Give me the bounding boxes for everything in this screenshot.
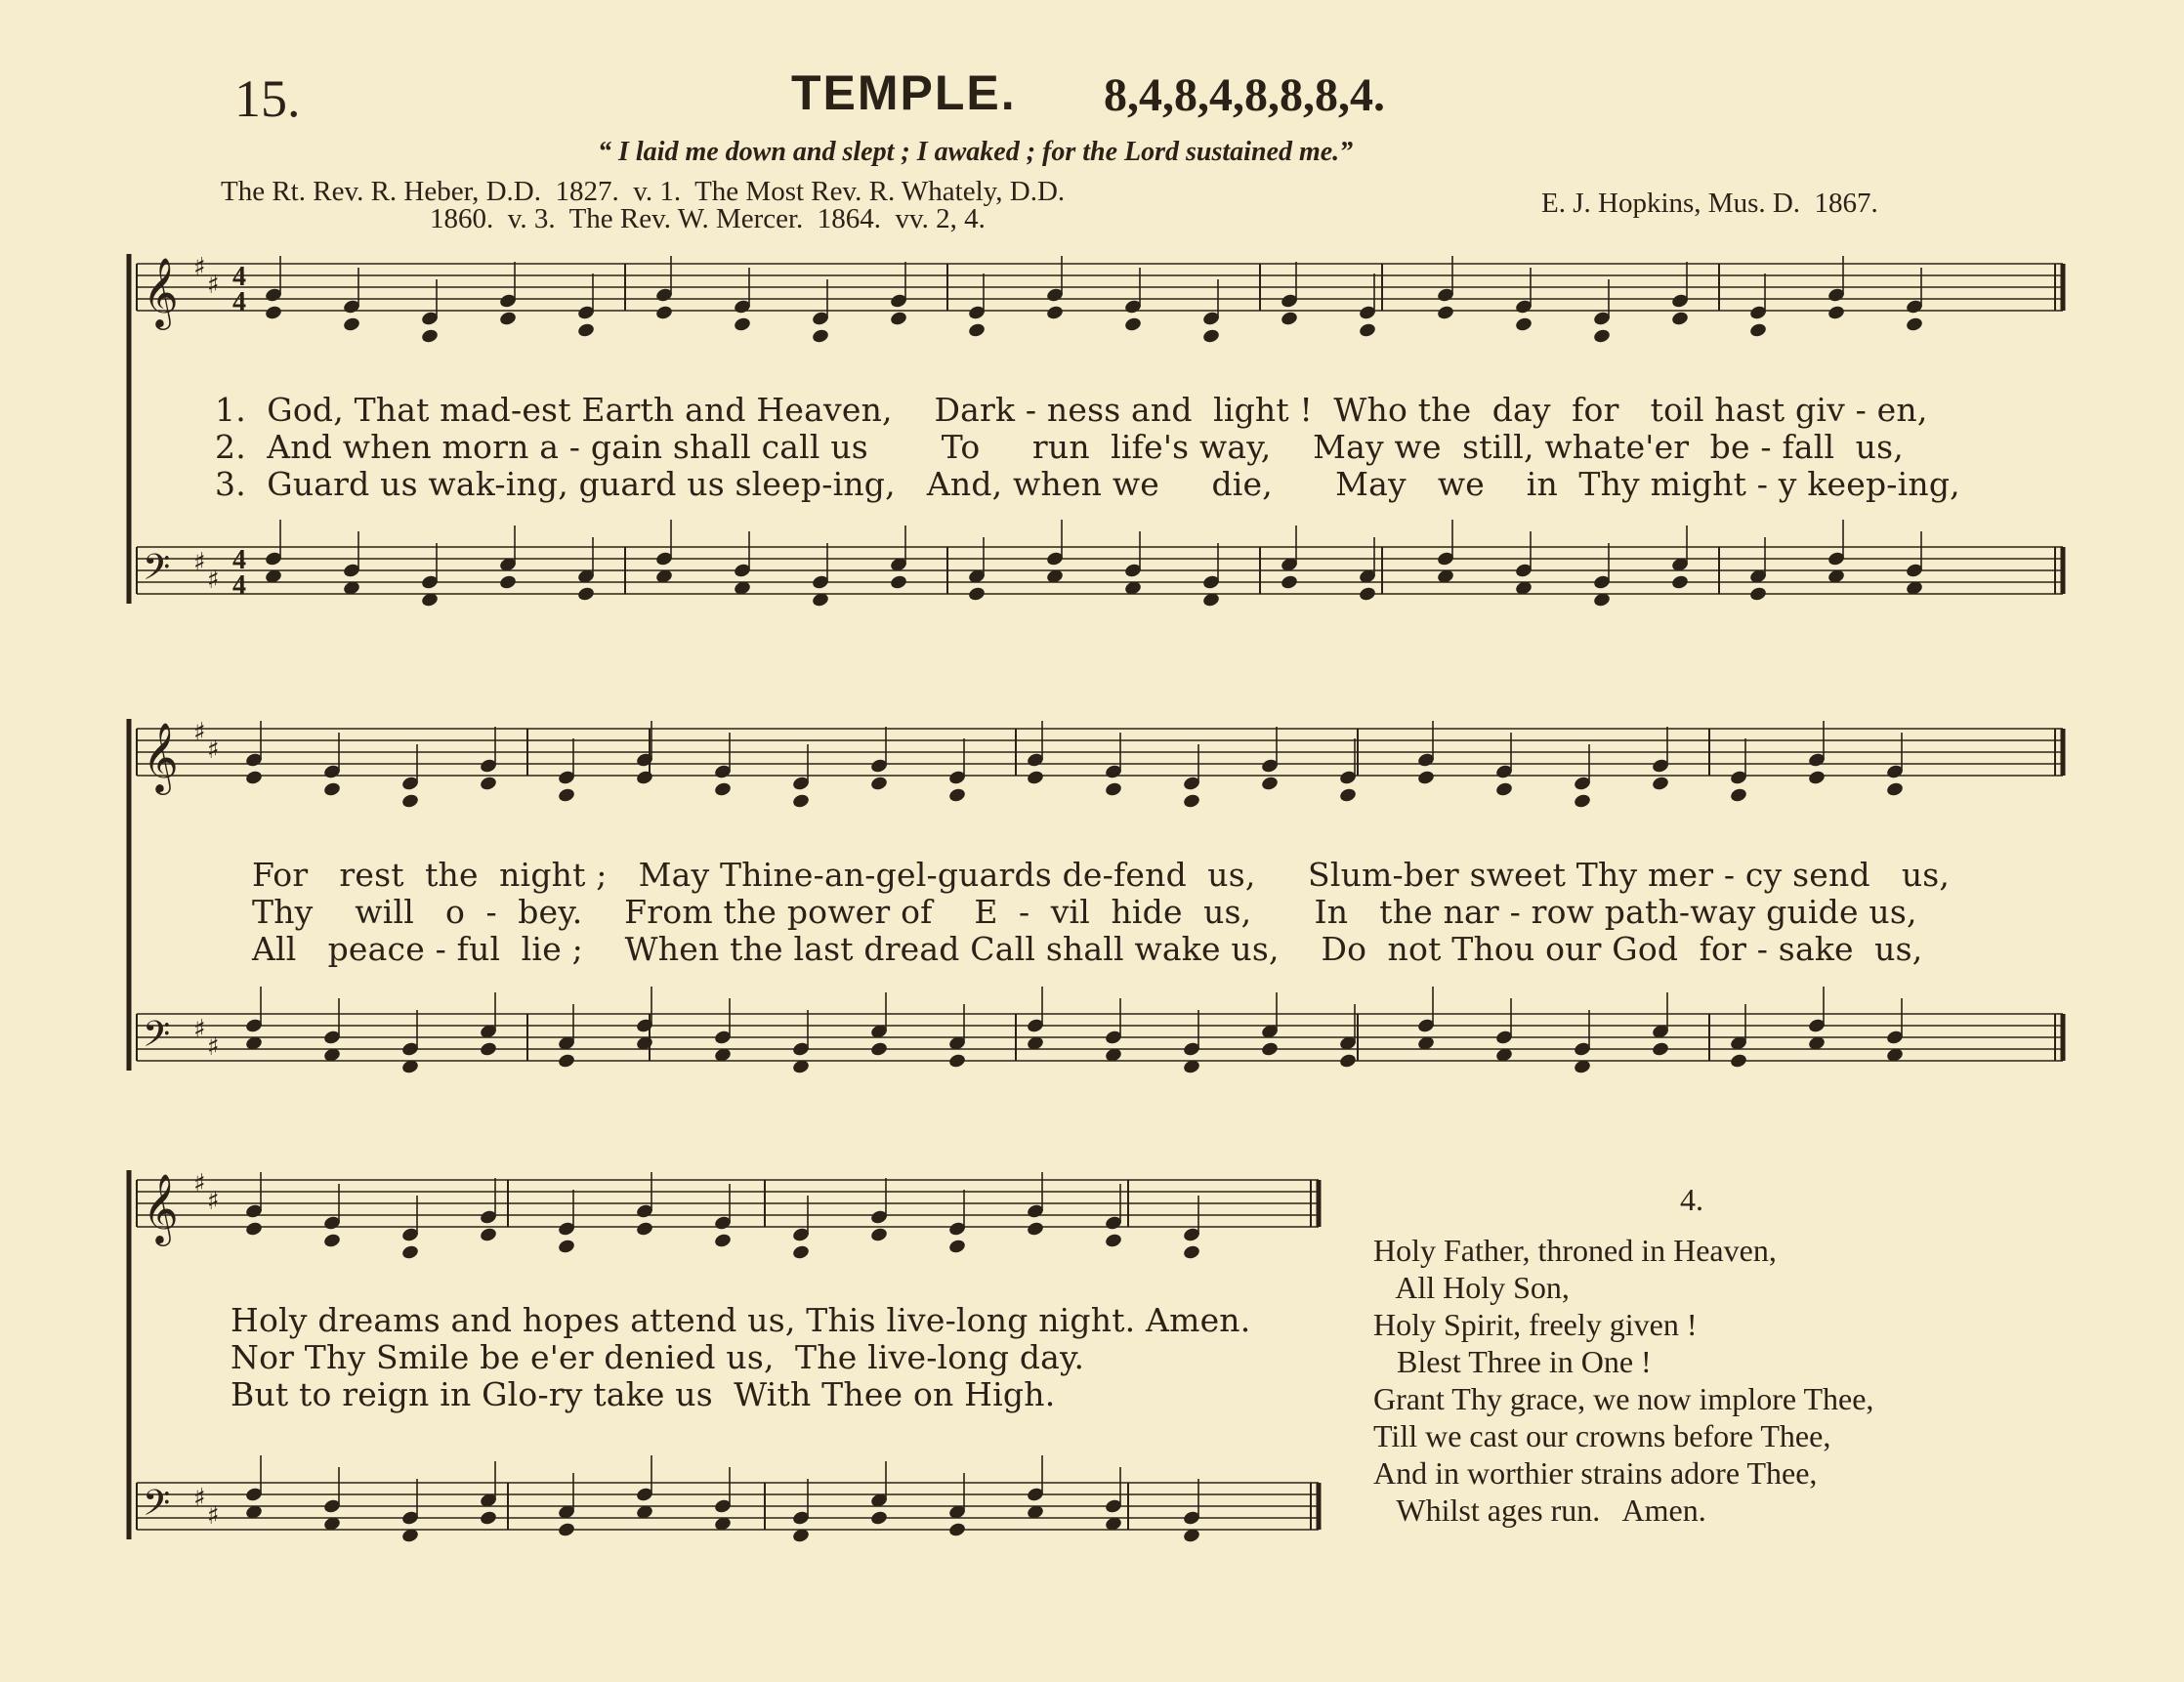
- note-head: [1807, 770, 1826, 786]
- treble-clef-icon: 𝄞: [143, 721, 179, 792]
- stanza-4-line: Holy Father, throned in Heaven,: [1373, 1233, 1777, 1268]
- lyric-line: 2. And when morn a - gain shall call us To run life's way, May we still, whate'er be - fall us,: [215, 428, 1904, 466]
- sharp-icon: ♯: [207, 1032, 220, 1062]
- bass-clef-icon: 𝄢: [143, 547, 171, 597]
- stanza-4-line: Grant Thy grace, we now implore Thee,: [1373, 1381, 1874, 1416]
- note-head: [1182, 1244, 1200, 1261]
- meter: 8,4,8,4,8,8,8,4.: [1104, 69, 1385, 121]
- note-head: [1494, 781, 1513, 798]
- note-head: [557, 787, 575, 804]
- note-head: [1592, 328, 1611, 345]
- note-head: [889, 574, 907, 591]
- sharp-icon: ♯: [193, 548, 206, 577]
- note-head: [1729, 1053, 1747, 1070]
- note-head: [1573, 793, 1591, 810]
- composer-credit: E. J. Hopkins, Mus. D. 1867.: [1541, 188, 1878, 219]
- time-signature-bottom: 4: [232, 287, 246, 317]
- tune-name: TEMPLE.: [791, 65, 1017, 120]
- note-head: [1416, 770, 1435, 786]
- note-head: [1436, 305, 1454, 321]
- note-head: [1260, 776, 1279, 792]
- note-head: [1026, 1221, 1044, 1238]
- note-head: [576, 322, 595, 339]
- note-head: [947, 1522, 966, 1538]
- sharp-icon: ♯: [207, 1187, 220, 1216]
- note-head: [1182, 793, 1200, 810]
- bass-clef-icon: 𝄢: [143, 1014, 171, 1064]
- sharp-icon: ♯: [193, 1015, 206, 1044]
- note-head: [889, 311, 907, 327]
- note-head: [420, 328, 439, 345]
- note-head: [1729, 787, 1747, 804]
- sharp-icon: ♯: [207, 566, 220, 595]
- note-head: [791, 793, 810, 810]
- note-head: [557, 1522, 575, 1538]
- note-head: [1670, 311, 1689, 327]
- note-head: [1104, 1233, 1122, 1249]
- sharp-icon: ♯: [193, 1169, 206, 1198]
- note-head: [869, 1041, 888, 1058]
- stanza-4-line: Blest Three in One !: [1373, 1344, 1652, 1379]
- note-head: [1885, 781, 1904, 798]
- note-head: [1338, 1053, 1357, 1070]
- note-head: [244, 1221, 263, 1238]
- note-head: [400, 793, 419, 810]
- note-head: [1651, 1041, 1669, 1058]
- sharp-icon: ♯: [193, 253, 206, 282]
- note-head: [1123, 316, 1142, 333]
- note-head: [244, 770, 263, 786]
- note-head: [479, 1227, 497, 1243]
- note-head: [947, 1053, 966, 1070]
- note-head: [400, 1244, 419, 1261]
- note-head: [498, 574, 517, 591]
- treble-clef-icon: 𝄞: [143, 1172, 179, 1243]
- time-signature-top: 4: [232, 262, 246, 292]
- lyric-line: Holy dreams and hopes attend us, This live-long night. Amen.: [231, 1301, 1251, 1339]
- lyric-line: Thy will o - bey. From the power of E - vil hide us, In the nar - row path-way guide us,: [252, 893, 1917, 931]
- note-head: [479, 1510, 497, 1527]
- note-head: [1748, 322, 1767, 339]
- note-head: [322, 1233, 341, 1249]
- sharp-icon: ♯: [207, 736, 220, 765]
- note-head: [1026, 770, 1044, 786]
- note-head: [1514, 316, 1533, 333]
- stanza-4-line: Holy Spirit, freely given !: [1373, 1307, 1698, 1342]
- note-head: [811, 328, 829, 345]
- author-credit-line-1: The Rt. Rev. R. Heber, D.D. 1827. v. 1. The Most Rev. R. Whately, D.D.: [221, 176, 1066, 207]
- note-head: [1670, 574, 1689, 591]
- note-head: [1358, 322, 1376, 339]
- lyric-line: For rest the night ; May Thine-an-gel-guards de-fend us, Slum-ber sweet Thy mer - cy send us,: [252, 856, 1951, 894]
- sharp-icon: ♯: [207, 271, 220, 300]
- note-head: [1651, 776, 1669, 792]
- lyric-line: All peace - ful lie ; When the last dread Call shall wake us, Do not Thou our God for - sake us,: [252, 930, 1923, 968]
- note-head: [869, 1227, 888, 1243]
- lyric-line: 1. God, That mad-est Earth and Heaven, Dark - ness and light ! Who the day for toil hast giv - en,: [215, 391, 1928, 429]
- stanza-4-line: Whilst ages run. Amen.: [1373, 1493, 1706, 1528]
- time-signature-bottom: 4: [232, 570, 246, 601]
- note-head: [479, 776, 497, 792]
- sharp-icon: ♯: [193, 718, 206, 747]
- note-head: [635, 770, 653, 786]
- note-head: [1358, 586, 1376, 603]
- note-head: [635, 1221, 653, 1238]
- note-head: [967, 586, 986, 603]
- note-head: [322, 781, 341, 798]
- note-head: [1905, 316, 1923, 333]
- note-head: [713, 1233, 732, 1249]
- note-head: [654, 305, 673, 321]
- note-head: [1104, 781, 1122, 798]
- note-head: [869, 1510, 888, 1527]
- lyric-line: 3. Guard us wak-ing, guard us sleep-ing, And, when we die, May we in Thy might - y keep-ing,: [215, 465, 1960, 503]
- time-signature-top: 4: [232, 545, 246, 575]
- treble-clef-icon: 𝄞: [143, 256, 179, 327]
- note-head: [479, 1041, 497, 1058]
- lyric-line: But to reign in Glo-ry take us With Thee on High.: [231, 1375, 1056, 1413]
- note-head: [1260, 1041, 1279, 1058]
- note-head: [733, 316, 751, 333]
- stanza-4-line: All Holy Son,: [1373, 1270, 1570, 1305]
- note-head: [557, 1239, 575, 1255]
- sharp-icon: ♯: [193, 1484, 206, 1513]
- lyric-line: Nor Thy Smile be e'er denied us, The live-long day.: [231, 1338, 1085, 1376]
- note-head: [1827, 305, 1845, 321]
- note-head: [498, 311, 517, 327]
- note-head: [1280, 574, 1298, 591]
- hymn-number: 15.: [234, 69, 301, 128]
- stanza-4-line: Till we cast our crowns before Thee,: [1373, 1418, 1831, 1453]
- note-head: [947, 787, 966, 804]
- note-head: [869, 776, 888, 792]
- note-head: [557, 1053, 575, 1070]
- stanza-4-line: And in worthier strains adore Thee,: [1373, 1455, 1818, 1491]
- note-head: [713, 781, 732, 798]
- sharp-icon: ♯: [207, 1501, 220, 1531]
- note-head: [576, 586, 595, 603]
- note-head: [1201, 328, 1220, 345]
- note-head: [1280, 311, 1298, 327]
- bass-clef-icon: 𝄢: [143, 1483, 171, 1533]
- epigraph: “ I laid me down and slept ; I awaked ; for the Lord sustained me.”: [598, 137, 1354, 167]
- author-credit-line-2: 1860. v. 3. The Rev. W. Mercer. 1864. vv. 2, 4.: [430, 203, 986, 234]
- note-head: [342, 316, 360, 333]
- note-head: [947, 1239, 966, 1255]
- note-head: [264, 305, 282, 321]
- note-head: [1338, 787, 1357, 804]
- stanza-4-number: 4.: [1680, 1182, 1703, 1217]
- note-head: [967, 322, 986, 339]
- note-head: [791, 1244, 810, 1261]
- note-head: [1748, 586, 1767, 603]
- note-head: [1045, 305, 1064, 321]
